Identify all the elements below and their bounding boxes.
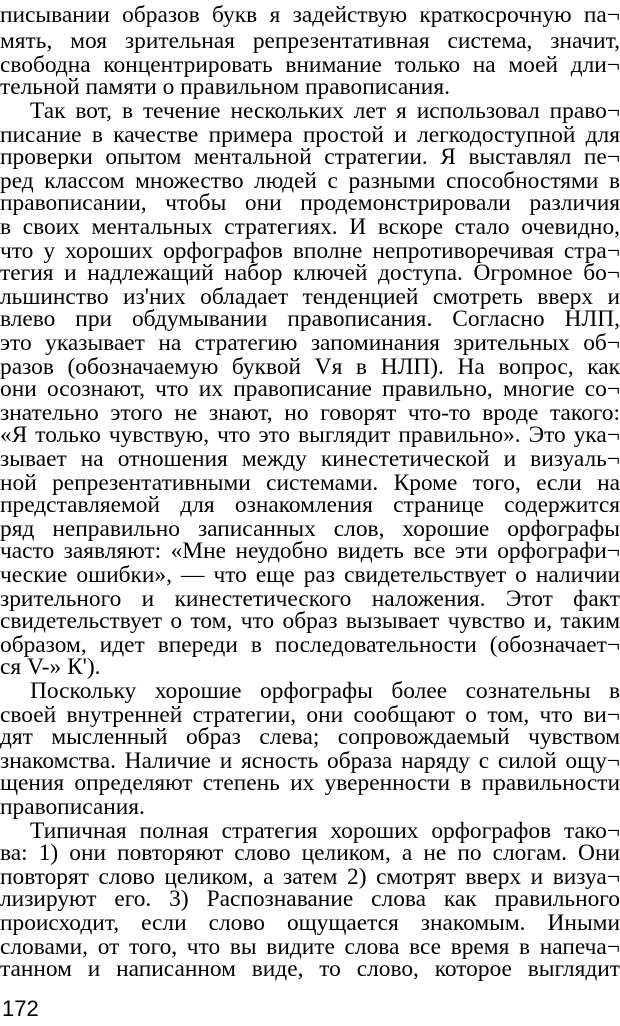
text-line: писание в качестве примера простой и легкодоступной для xyxy=(0,122,620,148)
text-line: ной репрезентативными системами. Кроме того, если на xyxy=(0,470,620,496)
text-line: льшинство из'них обладает тенденцией смотреть вверх и xyxy=(0,284,620,310)
text-line: писывании образов букв я задействую краткосрочную па¬ xyxy=(0,2,620,28)
text-line: тельной памяти о правильном правописания. xyxy=(0,74,450,100)
text-line: ся V-» К'). xyxy=(0,654,101,680)
text-line: зывает на отношения между кинестетической и визуаль¬ xyxy=(0,446,620,472)
text-line: представляемой для ознакомления странице содержится xyxy=(0,492,620,518)
text-line: знакомства. Наличие и ясность образа наряду с силой ощу¬ xyxy=(0,748,620,774)
text-line: зрительного и кинестетического наложения. Этот факт xyxy=(0,586,620,612)
text-line: ва: 1) они повторяют слово целиком, а не по слогам. Они xyxy=(0,840,620,866)
text-line: тегия и надлежащий набор ключей доступа. Огромное бо¬ xyxy=(0,260,620,286)
text-line: проверки опытом ментальной стратегии. Я выставлял пе¬ xyxy=(0,144,620,170)
text-line: своей внутренней стратегии, они сообщают о том, что ви¬ xyxy=(0,702,620,728)
text-line: влево при обдумывании правописания. Согласно НЛП, xyxy=(0,306,620,332)
text-line: правописания. xyxy=(0,794,145,820)
text-line: «Я только чувствую, что это выглядит правильно». Это ука¬ xyxy=(0,422,620,448)
text-line: Так вот, в течение нескольких лет я использовал право¬ xyxy=(30,98,620,124)
text-line: правописании, чтобы они продемонстрировали различия xyxy=(0,190,620,216)
text-line: словами, от того, что вы видите слова все время в напеча¬ xyxy=(0,934,620,960)
text-line: свидетельствует о том, что образ вызывает чувство и, таким xyxy=(0,608,620,634)
text-line: Поскольку хорошие орфографы более сознательны в xyxy=(30,678,620,704)
text-line: они осознают, что их правописание правильно, многие со¬ xyxy=(0,376,620,402)
text-line: что у хороших орфографов вполне непротиворечивая стра¬ xyxy=(0,238,620,264)
text-line: знательно этого не знают, но говорят что-то вроде такого: xyxy=(0,400,620,426)
text-line: повторят слово целиком, а затем 2) смотрят вверх и визуа¬ xyxy=(0,864,620,890)
text-line: разов (обозначаемую буквой Vя в НЛП). На вопрос, как xyxy=(0,354,620,380)
text-line: Типичная полная стратегия хороших орфографов тако¬ xyxy=(30,818,620,844)
text-line: образом, идет впереди в последовательности (обозначает¬ xyxy=(0,632,620,658)
text-line: это указывает на стратегию запоминания зрительных об¬ xyxy=(0,330,620,356)
page-number: 172 xyxy=(2,996,39,1021)
text-line: лизируют его. 3) Распознавание слова как правильного xyxy=(0,886,620,912)
text-line: ряд неправильно записанных слов, хорошие орфографы xyxy=(0,516,620,542)
text-line: танном и написанном виде, то слово, которое выглядит xyxy=(0,956,620,982)
text-line: в своих ментальных стратегиях. И вскоре стало очевидно, xyxy=(0,214,620,240)
text-line: происходит, если слово ощущается знакомым. Иными xyxy=(0,910,620,936)
text-line: мять, моя зрительная репрезентативная система, значит, xyxy=(0,28,620,54)
text-line: ческие ошибки», — что еще раз свидетельствует о наличии xyxy=(0,562,620,588)
text-line: дят мысленный образ слева; сопровождаемый чувством xyxy=(0,724,620,750)
text-line: ред классом множество людей с разными способностями в xyxy=(0,168,620,194)
text-line: щения определяют степень их уверенности в правильности xyxy=(0,770,620,796)
text-line: часто заявляют: «Мне неудобно видеть все эти орфографи¬ xyxy=(0,538,620,564)
text-line: свободна концентрировать внимание только на моей дли¬ xyxy=(0,52,620,78)
